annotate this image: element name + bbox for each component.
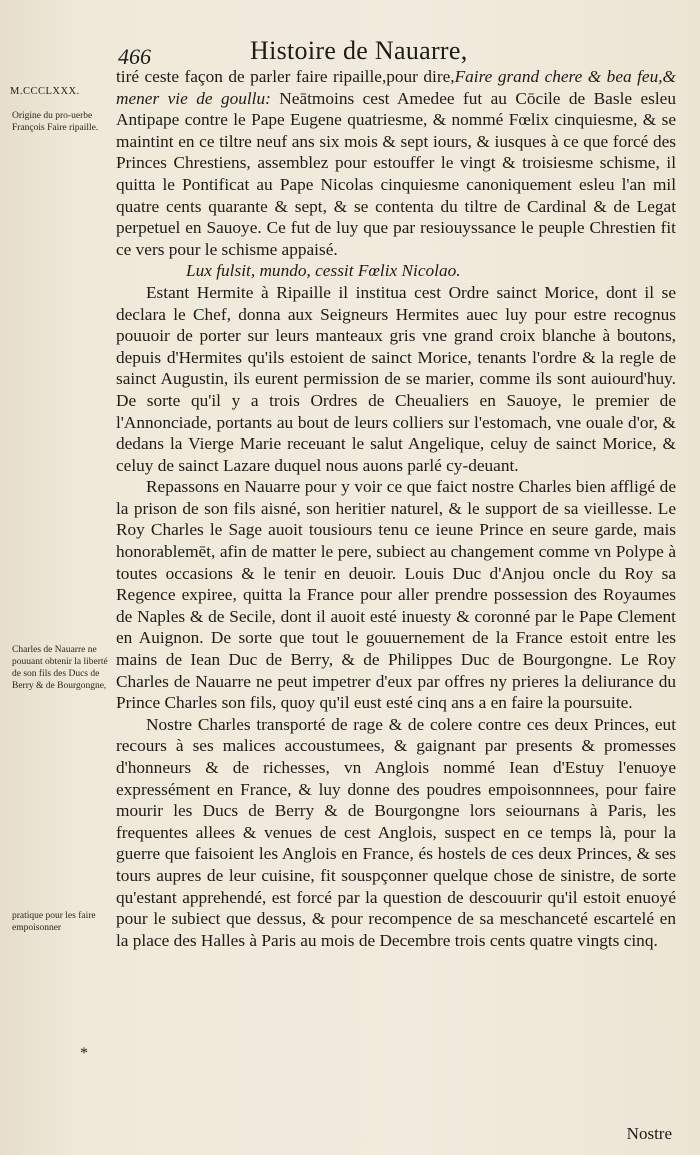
paragraph-ripaille: [116, 66, 676, 260]
paragraph-poison: Nostre Charles transporté de rage & de colere contre ces deux Princes, eut recours à ses malices accoustumees, & gaignant par presents & promesses d'honneurs & de richesses, vn Anglois nommé Iean d'Estuy l'enuoye expressément en France, & luy donne des poudres empoisonnnees, pour faire mourir les Ducs de Berry & de Bourgongne lors seiournans à Paris, les frequentes allees & venues de cest Anglois, suspect en ce temps là, pour la guerre que faisoient les Anglois en France, és hostels de ces deux Princes, & ses tours aupres de leur cuisine, fit souspçonner quelque chose de sinistre, de sorte qu'estant apprehendé, est forcé par la question de descouurir qu'il estoit enuoyé pour le subiect que dessus, & pour recompence de sa meschanceté escartelé en la place des Halles à Paris au mois de Decembre trois cents quatre vingts cinq.: [116, 714, 676, 950]
page-number: 466: [118, 44, 151, 69]
text-run: tiré ceste façon de parler faire ripaille,pour dire,: [116, 67, 455, 86]
latin-verse: Lux fulsit, mundo, cessit Fœlix Nicolao.: [186, 261, 461, 281]
paragraph-hermit-order: Estant Hermite à Ripaille il institua cest Ordre sainct Morice, dont il se declara le Chef, donna aux Seigneurs Hermites auec luy pour estre recognus pouuoir de porter sur leurs manteaux gris vne grand croix blanche à boutons, depuis d'Hermites qu'ils estoient de sainct Morice, tenants l'ordre & la regle de sainct Augustin, ils eurent permission de se marier, comme ils sont auiourd'huy. De sorte qu'il y a trois Ordres de Cheualiers en Sauoye, le premier de l'Annonciade, portants au bout de leurs colliers sur l'estomach, vne ouale d'or, & dedans la Vierge Marie receuant le salut Angelique, celuy de sainct Morice, & celuy de sainct Lazare duquel nous auons parlé cy-deuant.: [116, 282, 676, 475]
running-title: Histoire de Nauarre,: [250, 36, 468, 65]
italic-run: feu,& mener vie de goullu:: [116, 67, 676, 108]
body-text: [116, 66, 676, 951]
margin-note-poison-plot: pratique pour les faire empoisonner: [12, 911, 96, 933]
text-run: Neātmoins cest Amedee fut au Cōcile de Basle esleu Antipape contre le Pape Eugene quatriesme, & nommé Fœlix cinquiesme, & se maintint en ce tiltre neuf ans six mois & sept iours, & iusques à ce que forcé des Princes Chrestiens, assemblez pour estouffer le vingt & troisiesme schisme, il quitta le Pontificat au Pape Nicolas cinquiesme canoniquement esleu l'an mil quatre cents quarante & sept, & se contenta du tiltre de Cardinal & de Legat perpetuel en Sauoye. Ce fut de luy que par resiouyssance le peuple Chrestien fit ce vers pour le schisme appaisé.: [116, 88, 676, 259]
margin-year: M.CCCLXXX.: [10, 86, 80, 97]
paragraph-navarre: Repassons en Nauarre pour y voir ce que faict nostre Charles bien affligé de la prison de son fils aisné, son heritier naturel, & le support de sa vieillesse. Le Roy Charles le Sage auoit tousiours tenu ce ieune Prince en seure garde, mais honorablemēt, afin de matter le pere, subiect au changement comme vn Polype à toutes occasions & le tenir en deuoir. Louis Duc d'Anjou oncle du Roy sa Regence expiree, quitta la France pour aller prendre possession des Royaumes de Naples & de Secile, dont il auoit esté inuesty & coronné par le Pape Clement en Auignon. De sorte que tout le gouuernement de la France estoit entre les mains de Iean Duc de Berry, & de Philippes Duc de Bourgongne. Le Roy Charles de Nauarre ne peut impetrer d'eux par offres ny prieres la deliurance du Prince Charles son fils, quoy qu'il eust esté cinq ans a en faire la poursuite.: [116, 477, 676, 713]
italic-run: Faire grand chere & bea: [454, 67, 632, 86]
margin-asterisk: *: [80, 1045, 88, 1062]
page-header: [0, 18, 700, 69]
catchword: Nostre: [626, 1124, 672, 1143]
margin-note-charles-navarre: Charles de Nauarre ne pouuant obtenir la liberté de son fils des Ducs de Berry & de Bourgongne,: [12, 645, 108, 691]
margin-note-proverb-origin: Origine du pro-uerbe François Faire ripaille.: [12, 111, 99, 133]
